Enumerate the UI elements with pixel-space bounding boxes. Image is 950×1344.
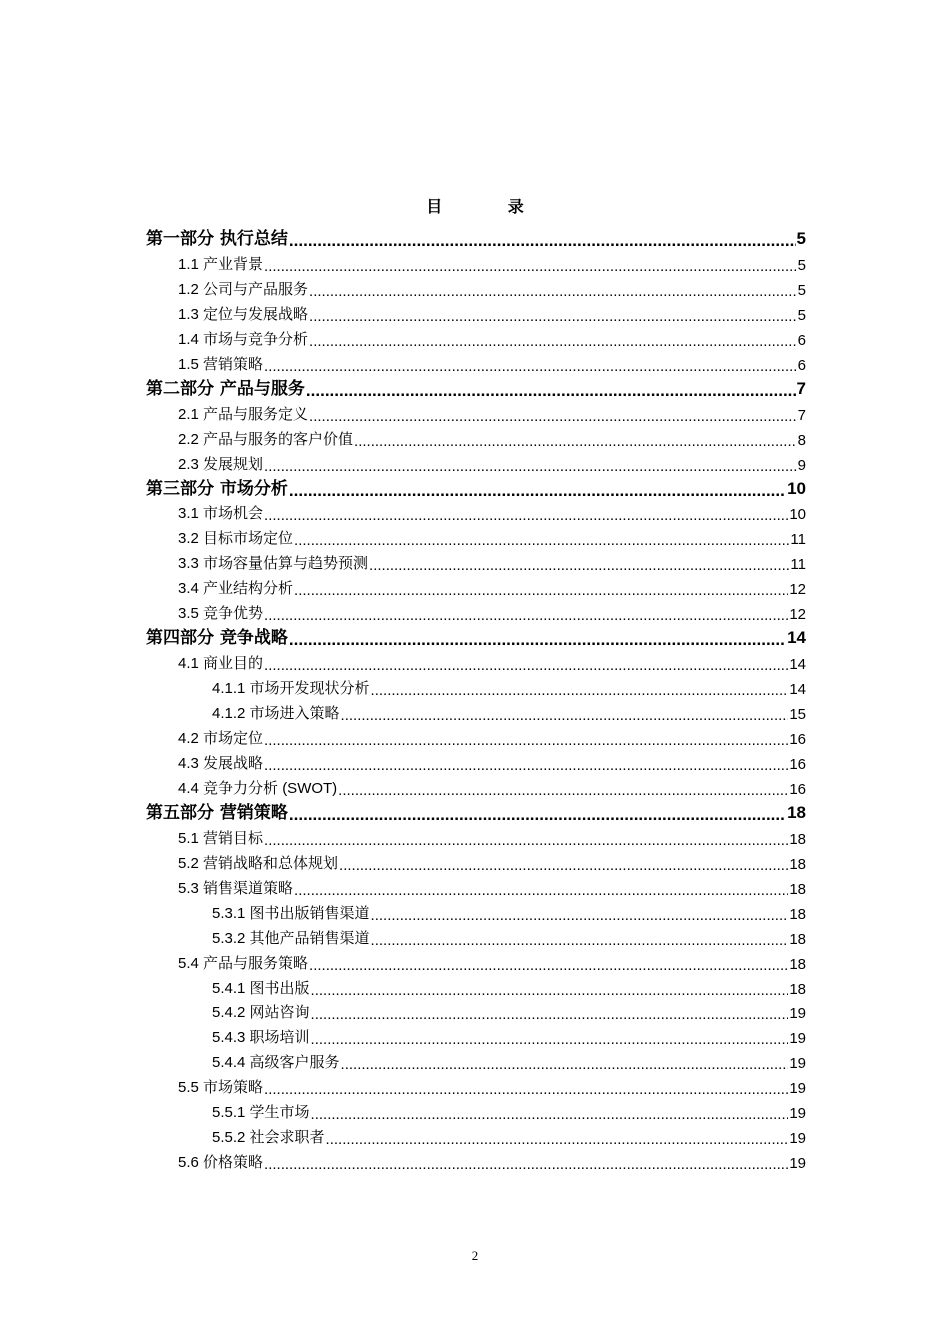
toc-entry-page: 15 [789,706,806,724]
toc-dot-leader [306,382,796,399]
toc-dot-leader [289,482,786,499]
toc-subsection-entry[interactable] [212,674,806,698]
toc-dot-leader [309,309,797,324]
toc-entry-label: 5.3.2 其他产品销售渠道 [212,929,370,947]
toc-entry-page: 5 [796,229,806,248]
toc-entry-page: 7 [796,378,806,398]
toc-dot-leader [309,958,788,973]
toc-section-entry[interactable] [178,524,806,548]
toc-entry-page: 5 [797,256,806,274]
toc-section-entry[interactable] [178,1148,806,1172]
toc-dot-leader [264,833,788,848]
toc-entry-label: 5.4.4 高级客户服务 [212,1054,340,1072]
toc-dot-leader [338,783,788,798]
toc-entry-label: 2.1 产品与服务定义 [178,405,309,423]
toc-entry-page: 18 [789,930,806,948]
toc-entry-page: 14 [787,628,806,648]
toc-entry-label: 5.1 营销目标 [178,829,264,847]
toc-section-entry[interactable] [178,774,806,798]
toc-entry-label: 第五部分 营销策略 [146,802,288,823]
toc-section-entry[interactable] [178,649,806,673]
toc-dot-leader [354,434,797,449]
toc-dot-leader [264,608,788,623]
toc-dot-leader [311,983,789,998]
toc-dot-leader [311,1107,789,1122]
toc-dot-leader [294,583,788,598]
toc-part-entry[interactable] [146,624,806,648]
toc-section-entry[interactable] [178,275,806,299]
toc-entry-page: 19 [789,1130,806,1148]
toc-section-entry[interactable] [178,425,806,449]
toc-subsection-entry[interactable] [212,899,806,923]
toc-entry-label: 4.1.2 市场进入策略 [212,705,340,723]
toc-section-entry[interactable] [178,300,806,324]
toc-entry-page: 19 [789,1055,806,1073]
toc-entry-page: 10 [787,478,806,498]
toc-entry-label: 5.4.2 网站咨询 [212,1004,310,1022]
toc-section-entry[interactable] [178,325,806,349]
toc-subsection-entry[interactable] [212,924,806,948]
toc-dot-leader [371,933,789,948]
toc-entry-label: 5.4.3 职场培训 [212,1029,310,1047]
toc-dot-leader [264,658,788,673]
toc-dot-leader [309,334,797,349]
toc-entry-page: 10 [789,506,806,524]
toc-dot-leader [264,1082,788,1097]
toc-entry-label: 3.3 市场容量估算与趋势预测 [178,555,369,573]
toc-entry-label: 3.4 产业结构分析 [178,580,294,598]
toc-dot-leader [326,1132,789,1147]
toc-entry-page: 14 [789,656,806,674]
toc-dot-leader [311,1032,789,1047]
toc-entry-page: 18 [789,980,806,998]
toc-part-entry[interactable] [146,475,806,499]
toc-dot-leader [339,858,788,873]
toc-dot-leader [294,533,789,548]
toc-dot-leader [264,1157,788,1172]
toc-entry-page: 16 [789,731,806,748]
toc-entry-page: 16 [789,755,806,773]
toc-entry-label: 3.1 市场机会 [178,505,264,523]
toc-section-entry[interactable] [178,250,806,274]
toc-entry-label: 5.5.2 社会求职者 [212,1129,325,1147]
toc-entry-label: 3.5 竞争优势 [178,605,264,623]
toc-entry-page: 18 [789,905,806,923]
toc-dot-leader [264,459,797,474]
toc-dot-leader [264,259,797,274]
toc-subsection-entry[interactable] [212,998,806,1022]
toc-entry-label: 1.3 定位与发展战略 [178,305,309,323]
toc-entry-label: 4.3 发展战略 [178,754,264,772]
toc-section-entry[interactable] [178,724,806,748]
toc-section-entry[interactable] [178,599,806,623]
toc-entry-label: 5.5.1 学生市场 [212,1104,310,1122]
toc-entry-page: 12 [789,606,806,624]
toc-entry-page: 11 [790,531,806,549]
toc-entry-label: 第三部分 市场分析 [146,478,288,499]
toc-entry-page: 19 [789,1080,806,1098]
toc-dot-leader [294,883,788,898]
toc-entry-label: 2.3 发展规划 [178,455,264,473]
toc-entry-page: 5 [797,306,806,324]
toc-dot-leader [289,806,786,823]
toc-dot-leader [264,733,788,748]
toc-dot-leader [264,758,788,773]
toc-entry-label: 5.5 市场策略 [178,1079,264,1097]
toc-entry-label: 4.2 市场定位 [178,730,264,747]
toc-section-entry[interactable] [178,749,806,773]
toc-subsection-entry[interactable] [212,1023,806,1047]
toc-entry-page: 18 [789,855,806,873]
toc-dot-leader [371,908,789,923]
toc-entry-label: 第二部分 产品与服务 [146,378,305,399]
toc-section-entry[interactable] [178,874,806,898]
toc-subsection-entry[interactable] [212,1123,806,1147]
toc-entry-label: 5.3.1 图书出版销售渠道 [212,904,370,922]
toc-section-entry[interactable] [178,824,806,848]
toc-section-entry[interactable] [178,549,806,573]
toc-dot-leader [369,558,789,573]
toc-entry-label: 第四部分 竞争战略 [146,628,288,649]
toc-entry-label: 5.4.1 图书出版 [212,979,310,997]
toc-entry-page: 6 [797,356,806,374]
toc-section-entry[interactable] [178,574,806,598]
toc-entry-label: 5.6 价格策略 [178,1154,264,1172]
toc-entry-label: 4.4 竞争力分析 (SWOT) [178,779,338,797]
toc-entry-page: 8 [797,431,806,449]
toc-subsection-entry[interactable] [212,699,806,723]
toc-entry-label: 1.5 营销策略 [178,355,264,373]
toc-entry-page: 19 [789,1005,806,1023]
toc-entry-label: 第一部分 执行总结 [146,229,288,249]
toc-dot-leader [371,683,789,698]
toc-section-entry[interactable] [178,400,806,424]
toc-section-entry[interactable] [178,1073,806,1097]
toc-section-entry[interactable] [178,450,806,474]
toc-entry-page: 5 [797,281,806,299]
toc-entry-label: 5.2 营销战略和总体规划 [178,854,339,872]
toc-part-entry[interactable] [146,799,806,823]
toc-dot-leader [341,708,789,723]
toc-section-entry[interactable] [178,849,806,873]
toc-entry-label: 5.3 销售渠道策略 [178,879,294,897]
toc-entry-page: 19 [789,1155,806,1173]
toc-section-entry[interactable] [178,499,806,523]
toc-subsection-entry[interactable] [212,1048,806,1072]
toc-entry-page: 19 [789,1030,806,1048]
toc-part-entry[interactable] [146,375,806,399]
toc-entry-page: 18 [789,830,806,848]
toc-entry-page: 7 [797,406,806,424]
toc-entry-page: 9 [797,456,806,474]
toc-entry-label: 5.4 产品与服务策略 [178,954,309,972]
toc-title: 目 录 [426,197,554,216]
toc-section-entry[interactable] [178,350,806,374]
toc-dot-leader [289,631,786,648]
toc-entry-page: 11 [790,556,806,574]
toc-entry-label: 1.4 市场与竞争分析 [178,330,309,348]
toc-dot-leader [309,409,797,424]
toc-entry-page: 18 [789,880,806,898]
toc-entry-label: 4.1.1 市场开发现状分析 [212,680,370,698]
toc-subsection-entry[interactable] [212,1098,806,1122]
toc-entry-page: 12 [789,581,806,599]
toc-entry-page: 18 [789,955,806,973]
toc-entry-label: 1.2 公司与产品服务 [178,280,309,298]
toc-entry-page: 14 [789,681,806,699]
toc-dot-leader [341,1057,789,1072]
toc-part-entry[interactable] [146,225,806,249]
toc-entry-label: 2.2 产品与服务的客户价值 [178,430,354,448]
toc-dot-leader [311,1007,789,1022]
toc-entry-page: 18 [787,802,806,822]
toc-entry-label: 3.2 目标市场定位 [178,530,294,548]
toc-section-entry[interactable] [178,949,806,973]
page-number: 2 [471,1248,479,1263]
toc-dot-leader [309,284,797,299]
toc-entry-label: 4.1 商业目的 [178,655,264,673]
toc-dot-leader [264,508,788,523]
toc-dot-leader [264,359,797,374]
toc-entry-page: 6 [797,331,806,349]
toc-entry-page: 19 [789,1105,806,1123]
toc-entry-page: 16 [789,780,806,798]
toc-subsection-entry[interactable] [212,974,806,998]
toc-dot-leader [289,232,796,249]
toc-entry-label: 1.1 产业背景 [178,255,264,273]
